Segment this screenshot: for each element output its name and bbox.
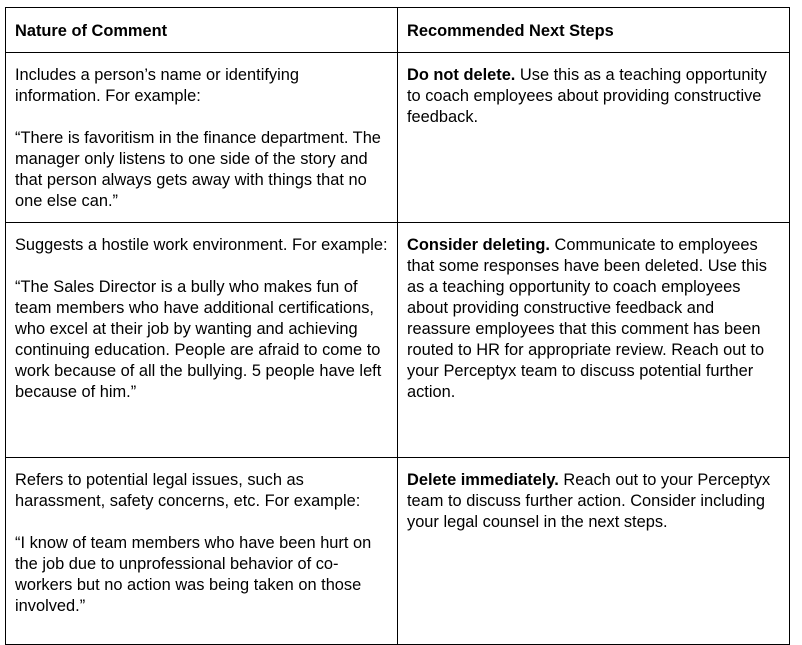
steps-text: [407, 470, 780, 533]
steps-bold-lead: Do not delete.: [407, 66, 516, 84]
nature-intro: Refers to potential legal issues, such as harassment, safety concerns, etc. For example:: [15, 471, 361, 510]
table-row: [6, 53, 790, 223]
nature-quote: “I know of team members who have been hurt on the job due to unprofessional behavior of co-workers but no action was being taken on those involved.”: [15, 534, 372, 615]
nature-intro: Includes a person’s name or identifying information. For example:: [15, 66, 299, 105]
nature-cell: [6, 223, 398, 458]
header-recommended-next-steps: Recommended Next Steps: [398, 8, 790, 53]
steps-body: Reach out to your Perceptyx team to discuss further action. Consider including your legal counsel in the next steps.: [407, 471, 771, 531]
nature-cell: [6, 53, 398, 223]
steps-body: Communicate to employees that some responses have been deleted. Use this as a teaching opportunity to coach employees about providing constructive feedback and reassure employees that this comment has been routed to HR for appropriate review. Reach out to your Perceptyx team to discuss potential further action.: [407, 236, 767, 401]
table-header-row: [6, 8, 790, 53]
steps-cell: [398, 53, 790, 223]
nature-quote: “The Sales Director is a bully who makes fun of team members who have additional certifications, who excel at their job by wanting and achieving continuing education. People are afraid to come to work because of all the bullying. 5 people have left because of him.”: [15, 278, 382, 401]
nature-quote: “There is favoritism in the finance department. The manager only listens to one side of the story and that person always gets away with things that no one else can.”: [15, 129, 381, 210]
nature-intro: Suggests a hostile work environment. For example:: [15, 236, 388, 254]
steps-cell: [398, 458, 790, 645]
table-row: [6, 223, 790, 458]
steps-bold-lead: Consider deleting.: [407, 236, 550, 254]
steps-body: Use this as a teaching opportunity to coach employees about providing constructive feedback.: [407, 66, 767, 126]
table-row: [6, 458, 790, 645]
steps-text: [407, 65, 780, 128]
comment-guidance-table: [5, 7, 790, 645]
steps-cell: [398, 223, 790, 458]
steps-bold-lead: Delete immediately.: [407, 471, 559, 489]
nature-cell: [6, 458, 398, 645]
header-nature-of-comment: Nature of Comment: [6, 8, 398, 53]
steps-text: [407, 235, 780, 403]
